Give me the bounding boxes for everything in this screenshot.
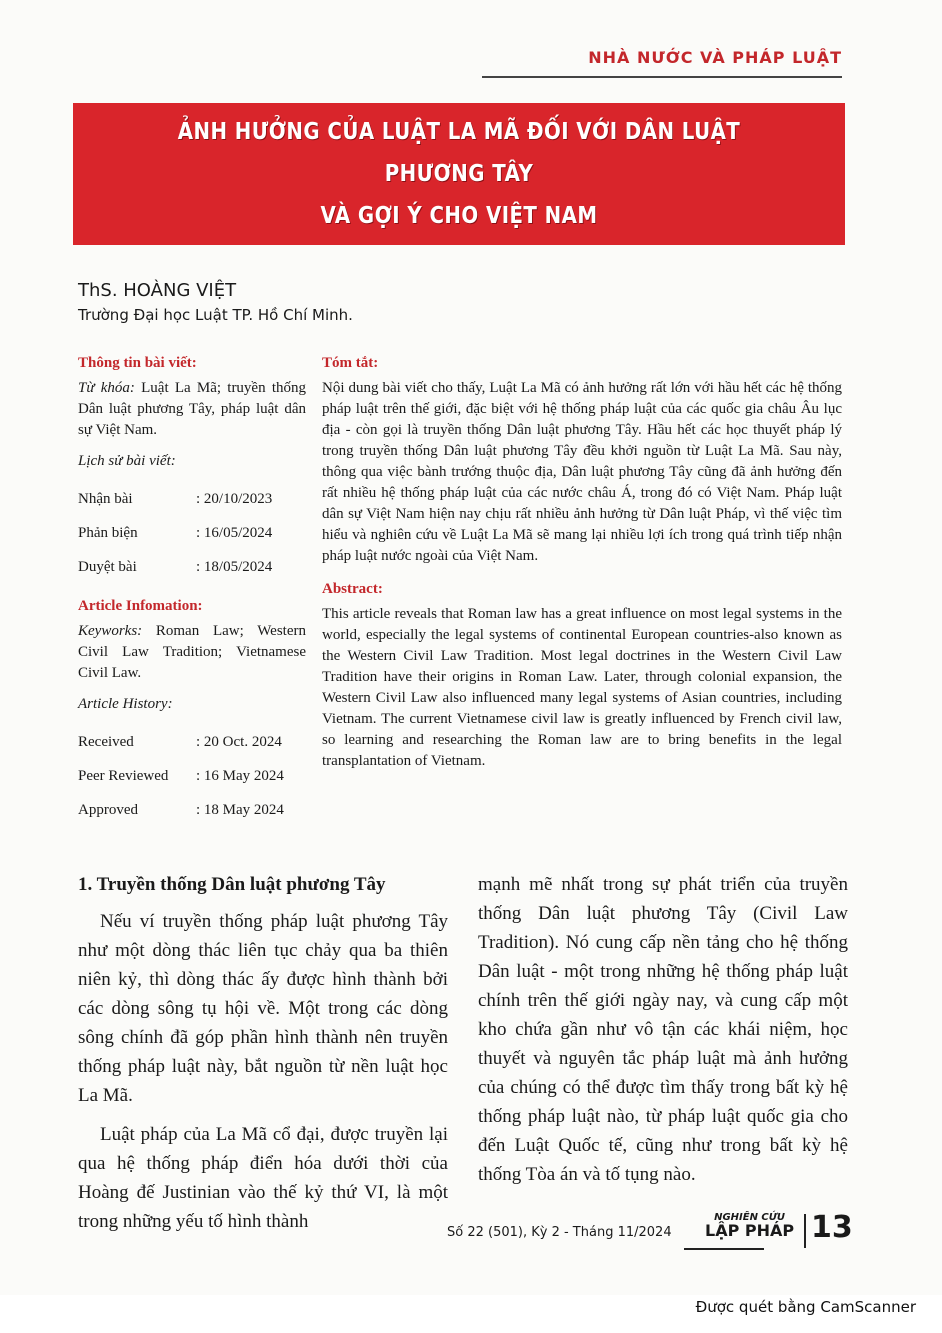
history-value: : 16 May 2024 <box>196 767 284 784</box>
keywords-text: Roman Law; Western Civil Law Tradition; Vietnamese Civil Law. <box>78 623 306 681</box>
abstract-column <box>322 353 842 772</box>
journal-logo <box>705 1212 794 1240</box>
author-name: ThS. HOÀNG VIỆT <box>78 280 237 301</box>
history-label: Phản biện <box>78 524 138 541</box>
footer-divider <box>804 1214 806 1248</box>
body-paragraph: Nếu ví truyền thống pháp luật phương Tây như một dòng thác liên tục chảy qua ba thiên niên kỷ, thì dòng thác ấy được hình thành bởi các dòng sông tụ hội về. Một trong các dòng sông chính đã góp phần hình thành nên truyền thống pháp luật này, bắt nguồn từ nền luật học La Mã. <box>78 911 448 1106</box>
issue-info: Số 22 (501), Kỳ 2 - Tháng 11/2024 <box>447 1225 672 1240</box>
summary-vi-text: Nội dung bài viết cho thấy, Luật La Mã có ảnh hưởng rất lớn với hầu hết các hệ thống pháp luật trên thế giới, đặc biệt với hệ thống pháp luật của các quốc gia châu Âu lục địa - còn gọi là truyền thống Dân luật phương Tây. Hầu hết các học thuyết pháp lý trong truyền thống Dân luật phương Tây đều khởi nguồn từ Luật La Mã. Sau này, thông qua việc bành trướng thuộc địa, Dân luật phương Tây cũng đã ảnh hưởng đến rất nhiều hệ thống pháp luật của các nước châu Á, trong đó có Việt Nam. Pháp luật dân sự Việt Nam hiện nay chịu rất nhiều ảnh hưởng từ Dân luật Pháp, vì thế việc tìm hiểu và nghiên cứu về Luật La Mã sẽ mang lại nhiều lợi ích trong quá trình tiếp nhận pháp luật nước ngoài của Việt Nam. <box>322 380 842 564</box>
history-row <box>78 550 306 584</box>
history-row <box>78 482 306 516</box>
abstract-en-heading: Abstract: <box>322 581 383 597</box>
logo-main-text: LẬP PHÁP <box>705 1221 795 1240</box>
history-value: : 20/10/2023 <box>196 490 273 507</box>
footer-rule <box>684 1248 764 1250</box>
history-row <box>78 793 306 827</box>
article-info-column <box>78 353 306 827</box>
history-label: Duyệt bài <box>78 558 137 575</box>
summary-vi-heading: Tóm tắt: <box>322 355 379 371</box>
history-row <box>78 516 306 550</box>
info-vi-keywords <box>78 378 306 441</box>
history-label: Received <box>78 733 134 750</box>
history-en-label: Article History: <box>78 696 173 712</box>
history-value: : 20 Oct. 2024 <box>196 733 282 750</box>
abstract-en-text: This article reveals that Roman law has a great influence on most legal systems in the world, especially the legal systems of continental European countries-also known as the Western Civil Law Tradition. Most legal doctrines in the Western Civil Law Tradition have their origins in Roman Law. Later, through colonial expansion, the Western Civil Law also influenced many legal systems of Asian countries, including Vietnam. The current Vietnamese civil law is greatly influenced by French civil law, so learning and researching the Roman law are to bring benefits in the legal transplantation of Vietnam. <box>322 606 842 769</box>
body-column-left <box>78 870 448 1246</box>
history-label: Peer Reviewed <box>78 767 169 784</box>
scanner-watermark: Được quét bằng CamScanner <box>695 1298 916 1316</box>
history-value: : 16/05/2024 <box>196 524 273 541</box>
author-affiliation: Trường Đại học Luật TP. Hồ Chí Minh. <box>78 306 353 324</box>
page-number: 13 <box>811 1210 853 1245</box>
info-en-keywords <box>78 621 306 684</box>
title-banner <box>73 103 845 245</box>
keywords-text: Luật La Mã; truyền thống Dân luật phương Tây, pháp luật dân sự Việt Nam. <box>78 380 306 438</box>
header-rule <box>482 76 842 78</box>
logo-top-text: NGHIÊN CỨU <box>714 1212 786 1223</box>
info-vi-heading: Thông tin bài viết: <box>78 355 197 371</box>
keywords-label: Keyworks: <box>78 623 143 639</box>
page-footer <box>447 1210 853 1254</box>
history-vi-label: Lịch sử bài viết: <box>78 453 176 469</box>
body-paragraph: mạnh mẽ nhất trong sự phát triển của truyền thống Dân luật phương Tây (Civil Law Tradition). Nó cung cấp nền tảng cho hệ thống Dân luật - một trong những hệ thống pháp luật chính trên thế giới ngày nay, và cung cấp một kho chứa gần như vô tận các khái niệm, học thuyết và nguyên tắc pháp luật mà ảnh hưởng của chúng có thể được tìm thấy trong bất kỳ hệ thống pháp luật nào, từ pháp luật quốc gia cho đến Luật Quốc tế, cũng như trong bất kỳ hệ thống Tòa án và tố tụng nào. <box>478 874 848 1185</box>
info-en-heading: Article Infomation: <box>78 598 203 614</box>
body-column-right <box>478 870 848 1199</box>
history-value: : 18 May 2024 <box>196 801 284 818</box>
history-value: : 18/05/2024 <box>196 558 273 575</box>
history-row <box>78 759 306 793</box>
history-label: Nhận bài <box>78 490 133 507</box>
title-line-2: VÀ GỢI Ý CHO VIỆT NAM <box>320 203 598 229</box>
history-label: Approved <box>78 801 138 818</box>
section-label: NHÀ NƯỚC VÀ PHÁP LUẬT <box>588 48 842 67</box>
body-paragraph: Luật pháp của La Mã cổ đại, được truyền lại qua hệ thống pháp điển hóa dưới thời của Hoàng đế Justinian vào thế kỷ thứ VI, là một trong những yếu tố hình thành <box>78 1124 448 1232</box>
keywords-label: Từ khóa: <box>78 380 135 396</box>
history-row <box>78 725 306 759</box>
section-heading: 1. Truyền thống Dân luật phương Tây <box>78 874 386 895</box>
title-line-1: ẢNH HƯỞNG CỦA LUẬT LA MÃ ĐỐI VỚI DÂN LUẬT PHƯƠNG TÂY <box>177 119 741 187</box>
